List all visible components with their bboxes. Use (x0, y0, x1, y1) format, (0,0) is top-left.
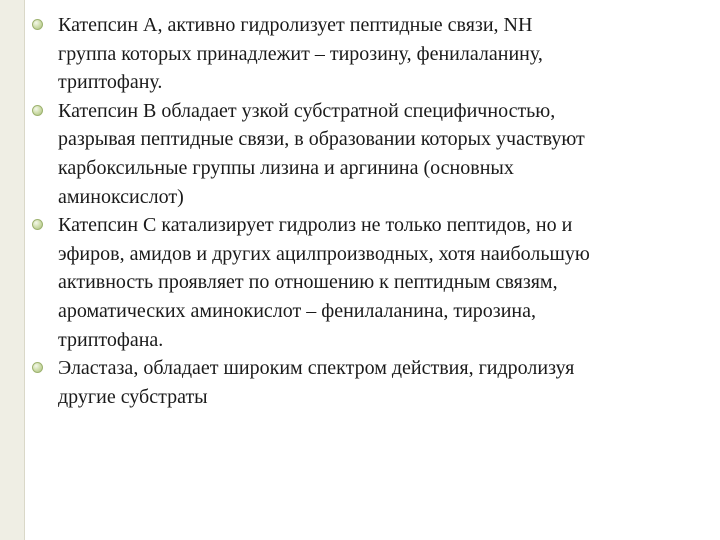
bullet-item-cathepsin-c (28, 211, 708, 354)
bullet-list (28, 11, 708, 411)
bullet-text-line: Катепсин С катализирует гидролиз не только пептидов, но и (58, 214, 573, 237)
bullet-item-elastase (28, 354, 708, 411)
slide-body (28, 11, 708, 411)
left-decorative-band (0, 0, 24, 540)
bullet-text-line: карбоксильные группы лизина и аргинина (основных (58, 156, 514, 179)
bullet-text-line: группа которых принадлежит – тирозину, фенилаланину, (58, 42, 543, 65)
left-divider-line (24, 0, 25, 540)
bullet-text-line: эфиров, амидов и других ацилпроизводных, хотя наибольшую (58, 242, 590, 265)
bullet-text-line: разрывая пептидные связи, в образовании которых участвуют (58, 128, 585, 151)
bullet-text-line: Эластаза, обладает широким спектром действия, гидролизуя (58, 357, 575, 380)
bullet-text-line: триптофану. (58, 71, 163, 94)
bullet-text-line: триптофана. (58, 328, 164, 351)
bullet-text-line: ароматических аминокислот – фенилаланина, тирозина, (58, 299, 536, 322)
bullet-dot-icon (32, 219, 43, 230)
bullet-item-cathepsin-b (28, 97, 708, 211)
bullet-item-cathepsin-a (28, 11, 708, 97)
bullet-dot-icon (32, 105, 43, 116)
bullet-dot-icon (32, 362, 43, 373)
bullet-text-line: другие субстраты (58, 385, 208, 408)
bullet-text-line: Катепсин А, активно гидролизует пептидные связи, NH (58, 14, 533, 36)
bullet-text-line: активность проявляет по отношению к пептидным связям, (58, 271, 558, 294)
bullet-text-line: аминоксислот) (58, 185, 184, 208)
bullet-dot-icon (32, 19, 43, 30)
bullet-text-line: Катепсин В обладает узкой субстратной специфичностью, (58, 99, 556, 122)
